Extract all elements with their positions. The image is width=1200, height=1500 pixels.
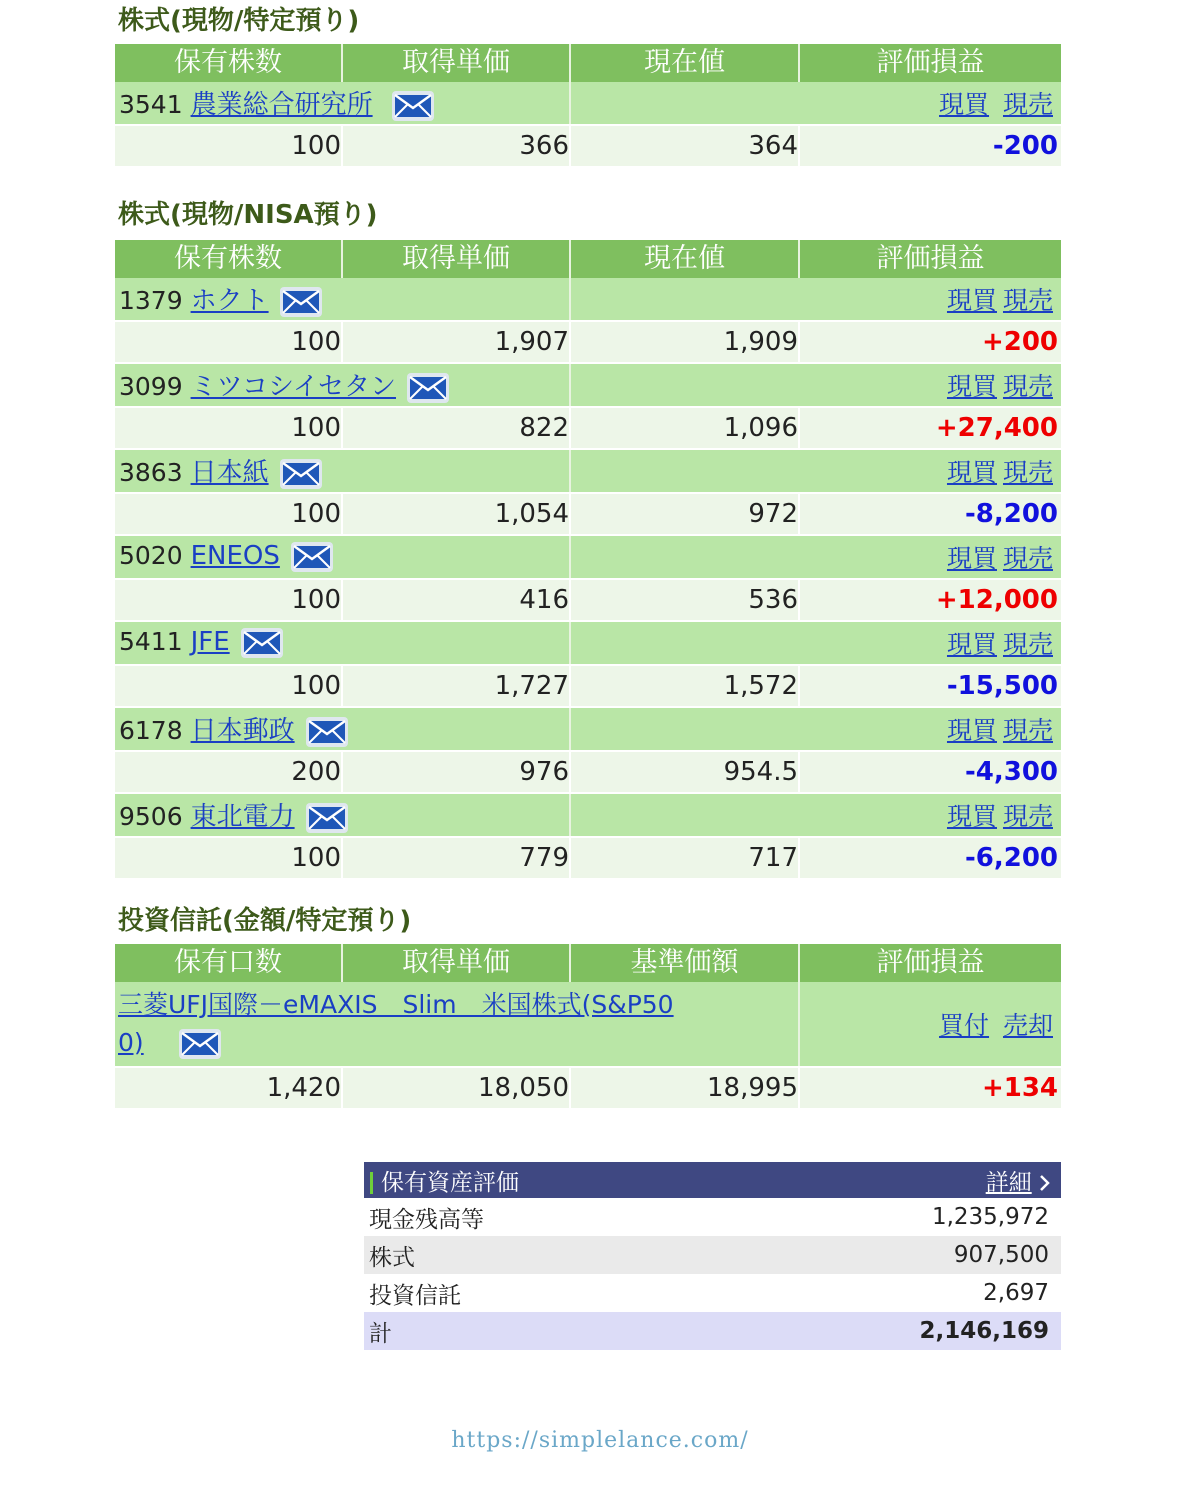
header-units: 保有口数 [115,944,342,982]
qty-cell: 100 [115,321,342,363]
sell-link[interactable]: 現売 [1002,716,1053,745]
summary-label: 計 [364,1312,764,1350]
sell-link[interactable]: 現売 [1002,458,1053,487]
mail-icon[interactable] [305,716,349,748]
cost-cell: 976 [342,751,570,793]
summary-row-cash [364,1198,1061,1236]
header-cost: 取得単価 [342,944,570,982]
buy-link[interactable]: 買付 [939,1011,990,1040]
cost-cell: 1,727 [342,665,570,707]
stock-code: 6178 [119,716,183,745]
pl-cell: -200 [799,125,1061,167]
stock-name-row [115,535,1061,579]
header-cost: 取得単価 [342,44,570,82]
mail-icon[interactable] [290,541,334,573]
table-header [115,944,1061,982]
sell-link[interactable]: 現売 [1002,286,1053,315]
stock-name-row [115,82,1061,125]
cost-cell: 18,050 [342,1067,570,1109]
sell-link[interactable]: 現売 [1002,630,1053,659]
fund-name-row [115,982,1061,1067]
stock-value-row [115,751,1061,793]
price-cell: 1,096 [570,407,799,449]
mail-icon[interactable] [279,458,323,490]
summary-row-funds [364,1274,1061,1312]
summary-value: 907,500 [764,1236,1061,1274]
header-qty: 保有株数 [115,44,342,82]
cost-cell: 366 [342,125,570,167]
buy-link[interactable]: 現買 [946,458,997,487]
stock-code: 3863 [119,458,183,487]
price-cell: 536 [570,579,799,621]
header-cost: 取得単価 [342,240,570,278]
footer-url: https://simplelance.com/ [451,1428,749,1453]
mail-icon[interactable] [279,286,323,318]
summary-value: 1,235,972 [931,1204,1049,1230]
qty-cell: 100 [115,407,342,449]
holdings-table-nisa [115,240,1061,880]
fund-name-link[interactable]: 三菱UFJ国際－eMAXIS Slim 米国株式(S&P50 [118,990,674,1019]
stock-name-link[interactable]: ENEOS [190,541,280,571]
mail-icon[interactable] [240,627,284,659]
mail-icon[interactable] [391,90,435,122]
price-cell: 1,909 [570,321,799,363]
summary-row-total [364,1312,1061,1350]
accent-bar [370,1172,373,1194]
table-header [115,44,1061,82]
stock-name-link[interactable]: 日本郵政 [190,716,295,746]
pl-cell: +200 [799,321,1061,363]
summary-label: 株式 [364,1236,764,1274]
holdings-table-tokutei [115,44,1061,168]
sell-link[interactable]: 売却 [1002,1011,1053,1040]
sell-link[interactable]: 現売 [1002,544,1053,573]
price-cell: 972 [570,493,799,535]
stock-code: 5411 [119,627,183,656]
qty-cell: 100 [115,125,342,167]
pl-cell: +27,400 [799,407,1061,449]
summary-title: 保有資産評価 [381,1169,519,1196]
buy-link[interactable]: 現買 [946,802,997,831]
section-title-nisa: 株式(現物/NISA預り) [118,200,378,230]
pl-cell: +134 [799,1067,1061,1109]
stock-name-link[interactable]: ホクト [190,286,269,316]
stock-name-row [115,363,1061,407]
buy-link[interactable]: 現買 [939,90,990,119]
stock-code: 3099 [119,372,183,401]
header-pl: 評価損益 [799,944,1061,982]
summary-value: 2,697 [983,1280,1049,1306]
detail-link[interactable]: 詳細 [985,1169,1032,1196]
asset-summary-table [364,1162,1061,1350]
pl-cell: -6,200 [799,837,1061,879]
pl-cell: -8,200 [799,493,1061,535]
stock-value-row [115,493,1061,535]
stock-code: 1379 [119,286,183,315]
price-cell: 954.5 [570,751,799,793]
header-price: 現在値 [570,240,799,278]
buy-link[interactable]: 現買 [946,286,997,315]
sell-link[interactable]: 現売 [1002,802,1053,831]
holdings-table-fund [115,944,1061,1110]
section-title-tokutei: 株式(現物/特定預り) [118,6,360,36]
header-nav: 基準価額 [570,944,799,982]
sell-link[interactable]: 現売 [1002,372,1053,401]
stock-name-link[interactable]: 日本紙 [190,458,269,488]
price-cell: 717 [570,837,799,879]
units-cell: 1,420 [115,1067,342,1109]
summary-label: 投資信託 [369,1282,461,1309]
section-title-fund: 投資信託(金額/特定預り) [118,906,412,936]
stock-name-link[interactable]: JFE [190,627,230,657]
stock-name-link[interactable]: 東北電力 [190,802,295,832]
qty-cell: 200 [115,751,342,793]
buy-link[interactable]: 現買 [946,630,997,659]
stock-value-row [115,579,1061,621]
stock-name-row [115,449,1061,493]
stock-name-row [115,793,1061,837]
summary-label: 現金残高等 [369,1206,484,1233]
buy-link[interactable]: 現買 [946,544,997,573]
fund-value-row [115,1067,1061,1109]
header-qty: 保有株数 [115,240,342,278]
qty-cell: 100 [115,579,342,621]
cost-cell: 779 [342,837,570,879]
stock-name-link[interactable]: 農業総合研究所 [190,90,373,120]
header-pl: 評価損益 [799,44,1061,82]
cost-cell: 1,054 [342,493,570,535]
pl-cell: +12,000 [799,579,1061,621]
stock-value-row [115,321,1061,363]
pl-cell: -15,500 [799,665,1061,707]
table-header [115,240,1061,278]
mail-icon[interactable] [178,1028,222,1060]
cost-cell: 416 [342,579,570,621]
stock-code: 5020 [119,541,183,570]
stock-code: 9506 [119,802,183,831]
price-cell: 364 [570,125,799,167]
nav-cell: 18,995 [570,1067,799,1109]
stock-value-row [115,125,1061,167]
stock-name-row [115,278,1061,321]
summary-row-stocks [364,1236,1061,1274]
mail-icon[interactable] [305,802,349,834]
cost-cell: 822 [342,407,570,449]
chevron-right-icon[interactable] [1039,1170,1051,1196]
header-price: 現在値 [570,44,799,82]
stock-value-row [115,665,1061,707]
stock-value-row [115,407,1061,449]
stock-value-row [115,837,1061,879]
summary-value: 2,146,169 [764,1312,1061,1350]
summary-header [364,1162,1061,1198]
price-cell: 1,572 [570,665,799,707]
cost-cell: 1,907 [342,321,570,363]
buy-link[interactable]: 現買 [946,716,997,745]
qty-cell: 100 [115,665,342,707]
pl-cell: -4,300 [799,751,1061,793]
qty-cell: 100 [115,493,342,535]
qty-cell: 100 [115,837,342,879]
mail-icon[interactable] [406,372,450,404]
header-pl: 評価損益 [799,240,1061,278]
buy-link[interactable]: 現買 [946,372,997,401]
fund-name-link-cont[interactable]: 0) [118,1028,144,1057]
stock-name-row [115,707,1061,751]
sell-link[interactable]: 現売 [1002,90,1053,119]
stock-name-link[interactable]: ミツコシイセタン [190,372,396,402]
stock-code: 3541 [119,90,183,119]
stock-name-row [115,621,1061,665]
